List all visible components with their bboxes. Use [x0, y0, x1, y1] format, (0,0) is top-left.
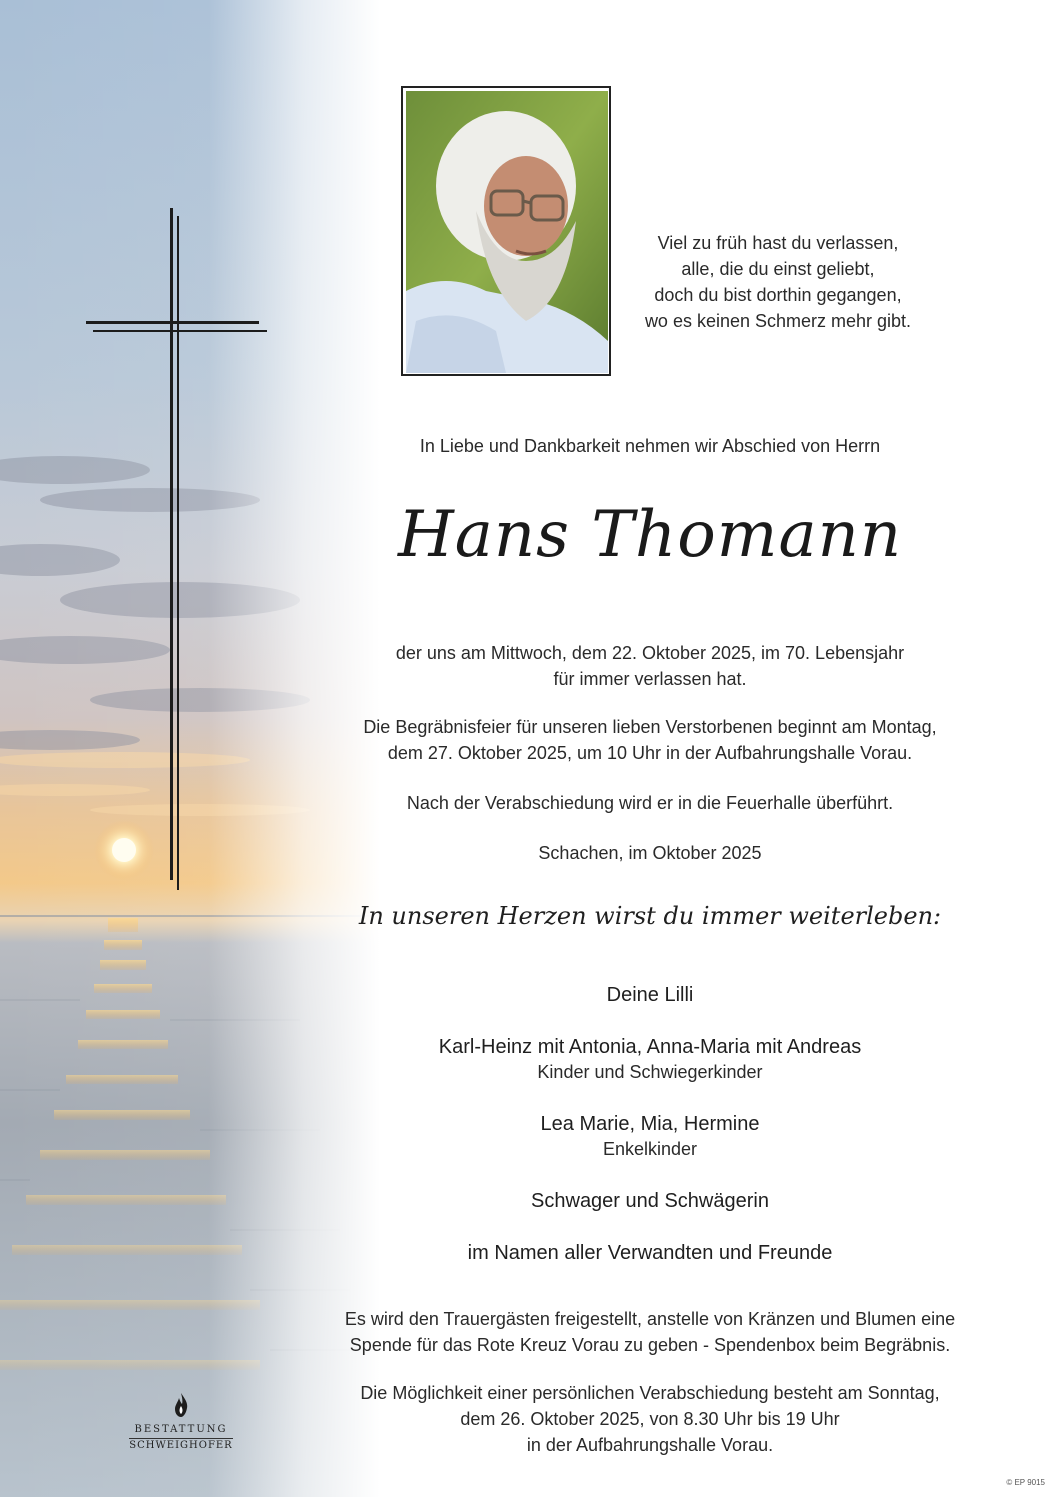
viewing-note-line: Die Möglichkeit einer persönlichen Verabschiedung besteht am Sonntag, [360, 1383, 940, 1403]
donation-note-line: Spende für das Rote Kreuz Vorau zu geben - Spendenbox beim Begräbnis. [349, 1335, 951, 1355]
deceased-name: Hans Thomann [397, 498, 903, 572]
death-notice-line: der uns am Mittwoch, dem 22. Oktober 2025, im 70. Lebensjahr [395, 643, 905, 663]
funeral-home-logo [126, 1392, 236, 1453]
donation-note-line: Es wird den Trauergästen freigestellt, anstelle von Kränzen und Blumen eine [344, 1309, 956, 1329]
viewing-note-line: dem 26. Oktober 2025, von 8.30 Uhr bis 19 Uhr [460, 1409, 840, 1429]
logo-text-top: BESTATTUNG [134, 1424, 228, 1435]
poem-line: alle, die du einst geliebt, [681, 259, 875, 279]
funeral-details-line: Die Begräbnisfeier für unseren lieben Verstorbenen beginnt am Montag, [363, 717, 937, 737]
death-notice [300, 640, 1000, 692]
donation-note [300, 1306, 1000, 1358]
poem-line: doch du bist dorthin gegangen, [654, 285, 902, 305]
flame-icon [171, 1392, 191, 1418]
cross-vertical-bar [170, 208, 173, 880]
cross-vertical-bar-shadow [177, 216, 179, 890]
poem-line: wo es keinen Schmerz mehr gibt. [644, 311, 912, 331]
funeral-details [300, 714, 1000, 766]
viewing-note [300, 1380, 1000, 1458]
place-date: Schachen, im Oktober 2025 [538, 843, 762, 863]
mourner-wife: Deine Lilli [606, 984, 694, 1006]
logo-text-bottom: SCHWEIGHOFER [129, 1440, 233, 1451]
mourner-grandchildren: Lea Marie, Mia, Hermine [540, 1113, 760, 1135]
mourner-others: im Namen aller Verwandten und Freunde [467, 1242, 833, 1264]
cross-horizontal-bar-shadow [93, 330, 267, 332]
cross-horizontal-bar [86, 321, 259, 324]
imprint-code: © EP 9015 [1006, 1478, 1045, 1487]
poem [618, 230, 938, 334]
intro-text: In Liebe und Dankbarkeit nehmen wir Abschied von Herrn [419, 436, 881, 456]
funeral-details-line: dem 27. Oktober 2025, um 10 Uhr in der Aufbahrungshalle Vorau. [387, 743, 913, 763]
mourner-in-laws: Schwager und Schwägerin [531, 1190, 769, 1212]
mourner-children: Karl-Heinz mit Antonia, Anna-Maria mit Andreas [438, 1036, 862, 1058]
viewing-note-line: in der Aufbahrungshalle Vorau. [526, 1435, 774, 1455]
mourner-grandchildren-role: Enkelkinder [602, 1139, 698, 1159]
memorial-motto: In unseren Herzen wirst du immer weiterleben: [358, 902, 942, 930]
death-notice-line: für immer verlassen hat. [553, 669, 747, 689]
poem-line: Viel zu früh hast du verlassen, [657, 233, 899, 253]
cremation-note: Nach der Verabschiedung wird er in die Feuerhalle überführt. [406, 793, 894, 813]
portrait-photo [401, 86, 611, 376]
mourner-children-role: Kinder und Schwiegerkinder [537, 1062, 763, 1082]
